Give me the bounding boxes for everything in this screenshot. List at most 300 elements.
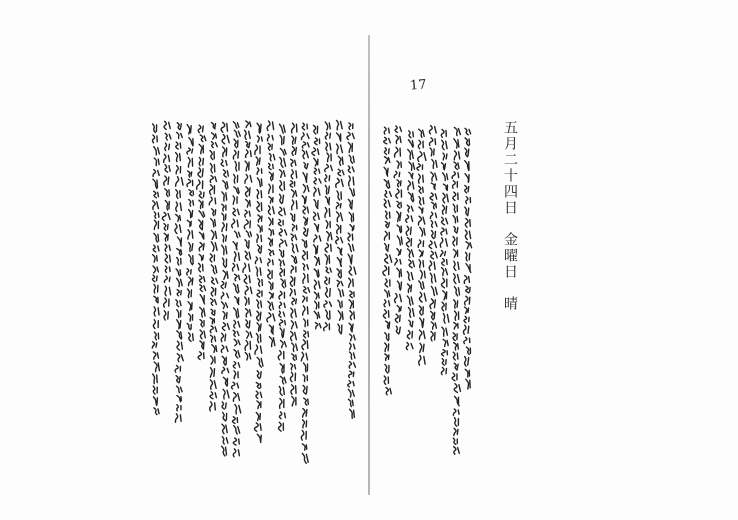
ink-stroke xyxy=(292,298,297,305)
ink-stroke xyxy=(269,184,273,193)
ink-stroke xyxy=(291,308,296,318)
ink-stroke xyxy=(440,250,445,256)
ink-stroke xyxy=(189,277,193,286)
ink-stroke xyxy=(383,310,388,318)
ink-stroke xyxy=(291,364,296,370)
ink-stroke xyxy=(420,227,425,236)
ink-stroke xyxy=(349,155,354,163)
ink-stroke xyxy=(222,204,226,211)
ink-stroke xyxy=(211,335,216,342)
ink-stroke xyxy=(210,176,216,183)
ink-stroke xyxy=(304,331,309,338)
ink-stroke xyxy=(466,264,471,273)
ink-stroke xyxy=(176,190,181,199)
ink-stroke xyxy=(464,337,470,343)
ink-stroke xyxy=(314,311,319,318)
ink-stroke xyxy=(231,382,238,389)
ink-stroke xyxy=(177,354,183,362)
ink-stroke xyxy=(304,319,308,327)
ink-stroke xyxy=(212,209,216,216)
ink-stroke xyxy=(211,265,217,274)
ink-stroke xyxy=(153,245,159,252)
ink-stroke xyxy=(419,355,425,365)
ink-stroke xyxy=(303,274,308,284)
ink-stroke xyxy=(466,286,470,293)
ink-stroke xyxy=(269,337,274,347)
ink-stroke xyxy=(280,398,284,408)
ink-stroke xyxy=(409,320,413,327)
ink-stroke xyxy=(454,127,460,135)
ink-stroke xyxy=(419,197,424,205)
ink-stroke xyxy=(177,132,183,138)
ink-stroke xyxy=(200,135,206,142)
ink-stroke xyxy=(268,238,272,246)
ink-stroke xyxy=(466,347,470,354)
ink-stroke xyxy=(269,229,274,236)
ink-stroke xyxy=(453,215,458,222)
ink-stroke xyxy=(189,314,193,321)
ink-stroke xyxy=(397,161,401,168)
ink-stroke xyxy=(408,181,414,190)
ink-stroke xyxy=(326,267,331,273)
ink-stroke xyxy=(187,323,191,329)
ink-stroke xyxy=(164,224,168,231)
ink-stroke xyxy=(165,286,171,295)
ink-stroke xyxy=(302,251,307,260)
ink-stroke xyxy=(442,259,447,266)
ink-stroke xyxy=(222,192,227,201)
ink-stroke xyxy=(314,245,318,254)
ink-stroke xyxy=(165,189,170,197)
ink-stroke xyxy=(314,178,321,184)
ink-stroke xyxy=(267,313,275,322)
ink-stroke xyxy=(302,123,307,130)
ink-stroke xyxy=(338,300,342,308)
ink-stroke xyxy=(465,357,469,367)
ink-stroke xyxy=(326,310,330,320)
ink-stroke xyxy=(292,147,296,156)
ink-stroke xyxy=(177,123,181,130)
ink-stroke xyxy=(420,343,424,352)
ink-stroke xyxy=(465,307,469,313)
ink-stroke xyxy=(314,168,320,174)
ink-stroke xyxy=(279,250,283,257)
ink-stroke xyxy=(211,219,216,227)
ink-stroke xyxy=(210,185,215,195)
ink-stroke xyxy=(430,299,435,309)
ink-stroke xyxy=(324,301,332,308)
ink-stroke xyxy=(348,244,353,252)
ink-stroke xyxy=(303,306,308,315)
ink-stroke xyxy=(396,135,401,143)
ink-stroke xyxy=(384,180,390,189)
ink-stroke xyxy=(210,368,214,378)
ink-stroke xyxy=(466,379,470,389)
ink-stroke xyxy=(314,138,319,145)
ink-stroke xyxy=(384,199,390,207)
ink-stroke xyxy=(222,235,226,242)
ink-stroke xyxy=(280,341,286,348)
ink-stroke xyxy=(441,228,447,235)
ink-stroke xyxy=(177,290,181,296)
ink-stroke xyxy=(312,148,319,156)
ink-stroke xyxy=(164,298,169,307)
ink-stroke xyxy=(337,212,343,222)
ink-stroke xyxy=(177,278,183,286)
ink-stroke xyxy=(442,350,448,356)
ink-stroke xyxy=(245,340,251,350)
ink-stroke xyxy=(223,271,228,280)
ink-stroke xyxy=(453,192,458,200)
ink-stroke xyxy=(211,309,215,315)
ink-stroke xyxy=(233,263,239,271)
ink-stroke xyxy=(419,281,424,289)
ink-stroke xyxy=(223,377,227,386)
ink-stroke xyxy=(189,243,193,252)
ink-stroke xyxy=(278,219,283,225)
ink-stroke xyxy=(244,275,250,284)
ink-stroke xyxy=(454,274,460,284)
ink-stroke xyxy=(175,414,181,423)
ink-stroke xyxy=(429,261,435,270)
ink-stroke xyxy=(385,157,390,164)
ink-stroke xyxy=(164,233,168,241)
ink-stroke xyxy=(269,250,274,256)
ink-stroke xyxy=(465,138,469,146)
ink-stroke xyxy=(281,279,286,288)
ink-stroke xyxy=(246,142,250,148)
ink-stroke xyxy=(245,130,251,139)
ink-stroke xyxy=(187,269,191,275)
ink-stroke xyxy=(407,284,411,293)
ink-stroke xyxy=(245,251,250,260)
ink-stroke xyxy=(465,148,469,157)
ink-stroke xyxy=(245,210,251,217)
ink-stroke xyxy=(176,202,182,211)
ink-stroke xyxy=(386,387,391,394)
ink-stroke xyxy=(222,213,226,220)
ink-stroke xyxy=(199,220,203,230)
ink-stroke xyxy=(349,300,353,309)
ink-stroke xyxy=(233,196,237,204)
ink-stroke xyxy=(442,163,446,170)
ink-stroke xyxy=(314,269,319,277)
ink-stroke xyxy=(336,203,341,209)
ink-stroke xyxy=(443,153,447,160)
ink-stroke xyxy=(464,316,469,322)
ink-stroke xyxy=(292,343,298,351)
ink-stroke xyxy=(327,232,332,241)
ink-stroke xyxy=(233,208,239,215)
ink-stroke xyxy=(246,320,250,328)
ink-stroke xyxy=(384,300,390,307)
ink-stroke xyxy=(222,223,227,232)
ink-stroke xyxy=(234,426,240,434)
ink-stroke xyxy=(417,164,423,170)
ink-stroke xyxy=(189,210,193,218)
ink-stroke xyxy=(233,122,238,128)
ink-stroke xyxy=(465,185,469,192)
ink-stroke xyxy=(454,139,459,148)
ink-stroke xyxy=(211,356,215,364)
ink-stroke xyxy=(314,187,320,196)
ink-stroke xyxy=(303,420,307,428)
ink-stroke xyxy=(303,409,307,418)
ink-stroke xyxy=(385,221,389,227)
ink-stroke xyxy=(397,180,401,187)
ink-stroke xyxy=(154,307,159,316)
ink-stroke xyxy=(256,391,262,398)
ink-stroke xyxy=(222,437,228,444)
ink-stroke xyxy=(269,218,273,226)
ink-stroke xyxy=(291,234,297,241)
ink-stroke xyxy=(257,311,261,321)
ink-stroke xyxy=(303,287,309,293)
ink-stroke xyxy=(165,165,170,173)
ink-stroke xyxy=(314,280,320,289)
ink-stroke xyxy=(384,376,388,384)
ink-stroke xyxy=(348,142,352,152)
ink-stroke xyxy=(189,333,194,342)
ink-stroke xyxy=(291,190,296,197)
ink-stroke xyxy=(395,314,400,322)
ink-stroke xyxy=(397,212,401,222)
ink-stroke xyxy=(291,385,296,395)
ink-stroke xyxy=(338,311,343,320)
ink-stroke xyxy=(257,202,262,212)
ink-stroke xyxy=(395,259,401,265)
ink-stroke xyxy=(453,333,457,341)
ink-stroke xyxy=(176,376,180,383)
ink-stroke xyxy=(245,174,252,183)
ink-stroke xyxy=(303,173,307,183)
ink-stroke xyxy=(257,168,262,174)
ink-stroke xyxy=(235,297,239,305)
ink-stroke xyxy=(292,256,297,264)
ink-stroke xyxy=(279,239,286,246)
ink-stroke xyxy=(197,180,203,189)
ink-stroke xyxy=(199,254,203,260)
ink-stroke xyxy=(200,320,204,327)
ink-stroke xyxy=(409,308,414,318)
ink-stroke xyxy=(395,147,401,157)
ink-stroke xyxy=(234,187,239,194)
ink-stroke xyxy=(325,164,333,171)
ink-stroke xyxy=(326,221,330,229)
ink-stroke xyxy=(303,206,308,214)
ink-stroke xyxy=(313,212,319,220)
ink-stroke xyxy=(431,331,435,340)
ink-stroke xyxy=(304,217,308,225)
ink-stroke xyxy=(337,191,341,200)
ink-stroke xyxy=(338,156,343,165)
ink-stroke xyxy=(408,249,414,258)
ink-stroke xyxy=(255,257,261,264)
ink-stroke xyxy=(325,208,330,218)
ink-stroke xyxy=(269,163,274,169)
ink-stroke xyxy=(408,192,413,201)
ink-stroke xyxy=(222,245,227,254)
ink-stroke xyxy=(292,200,297,210)
ink-stroke xyxy=(268,143,272,150)
ink-stroke xyxy=(269,282,273,290)
ink-stroke xyxy=(302,196,306,204)
ink-stroke xyxy=(325,175,330,182)
ink-stroke xyxy=(452,172,458,179)
ink-stroke xyxy=(453,204,457,212)
ink-stroke xyxy=(257,357,263,367)
ink-stroke xyxy=(315,323,321,329)
ink-stroke xyxy=(280,328,284,338)
ink-stroke xyxy=(164,311,168,320)
ink-stroke xyxy=(257,190,262,199)
ink-stroke xyxy=(209,197,215,205)
ink-stroke xyxy=(234,320,240,328)
ink-stroke xyxy=(431,172,437,181)
ink-stroke xyxy=(431,322,436,329)
ink-stroke xyxy=(385,254,392,263)
ink-stroke xyxy=(419,306,423,315)
ink-stroke xyxy=(418,152,426,162)
ink-stroke xyxy=(291,159,296,166)
ink-stroke xyxy=(221,122,227,132)
ink-stroke xyxy=(187,289,191,298)
ink-stroke xyxy=(154,220,158,229)
ink-stroke xyxy=(188,157,192,167)
ink-stroke xyxy=(211,299,217,306)
ink-stroke xyxy=(258,225,262,232)
ink-stroke xyxy=(257,371,261,379)
ink-stroke xyxy=(268,259,273,266)
ink-stroke xyxy=(385,343,389,352)
ink-stroke xyxy=(454,162,459,169)
ink-stroke xyxy=(303,296,307,302)
ink-stroke xyxy=(302,142,309,148)
ink-stroke xyxy=(210,326,216,333)
ink-stroke xyxy=(267,134,273,140)
ink-stroke xyxy=(314,158,318,166)
ink-stroke xyxy=(315,257,320,266)
ink-stroke xyxy=(175,224,181,234)
ink-stroke xyxy=(165,244,170,251)
ink-stroke xyxy=(384,167,388,176)
ink-stroke xyxy=(429,126,436,134)
ink-stroke xyxy=(409,260,415,268)
ink-stroke xyxy=(177,341,182,350)
ink-stroke xyxy=(304,363,308,372)
ink-stroke xyxy=(304,398,309,405)
ink-stroke xyxy=(301,430,306,440)
ink-stroke xyxy=(268,206,274,215)
ink-stroke xyxy=(301,352,307,361)
ink-stroke xyxy=(189,190,194,196)
ink-stroke xyxy=(453,249,457,257)
ink-stroke xyxy=(348,166,354,173)
ink-stroke xyxy=(269,172,273,180)
ink-stroke xyxy=(397,225,401,233)
ink-stroke xyxy=(454,227,458,233)
ink-stroke xyxy=(280,157,286,167)
ink-stroke xyxy=(256,333,260,342)
ink-stroke xyxy=(419,292,426,302)
ink-stroke xyxy=(455,396,460,405)
ink-stroke xyxy=(349,371,354,377)
ink-stroke xyxy=(303,385,307,394)
ink-stroke xyxy=(443,339,448,346)
ink-stroke xyxy=(177,249,182,256)
ink-stroke xyxy=(154,284,158,293)
ink-stroke xyxy=(384,137,391,143)
ink-stroke xyxy=(246,231,251,237)
ink-stroke xyxy=(443,184,447,190)
ink-stroke xyxy=(153,179,158,188)
ink-stroke xyxy=(385,333,389,341)
ink-stroke xyxy=(454,447,460,455)
ink-stroke xyxy=(384,127,389,134)
ink-stroke xyxy=(165,200,169,209)
ink-stroke xyxy=(154,158,159,165)
ink-stroke xyxy=(465,369,469,377)
ink-stroke xyxy=(325,197,329,205)
ink-stroke xyxy=(199,157,203,165)
ink-stroke xyxy=(407,205,413,212)
ink-stroke xyxy=(154,212,159,218)
ink-stroke xyxy=(199,144,203,153)
ink-stroke xyxy=(177,257,181,265)
ink-stroke xyxy=(234,371,238,379)
ink-stroke xyxy=(176,300,181,307)
ink-stroke xyxy=(243,263,250,272)
ink-stroke xyxy=(152,342,156,348)
ink-stroke xyxy=(211,230,216,239)
ink-stroke xyxy=(280,181,285,191)
ink-stroke xyxy=(280,124,286,133)
ink-stroke xyxy=(385,290,390,297)
ink-stroke xyxy=(348,389,354,397)
ink-stroke xyxy=(165,143,170,150)
ink-stroke xyxy=(419,174,424,183)
ink-stroke xyxy=(223,181,228,189)
ink-stroke xyxy=(234,130,240,137)
ink-stroke xyxy=(396,189,402,198)
ink-stroke xyxy=(419,260,424,268)
ink-stroke xyxy=(292,244,298,253)
ink-stroke xyxy=(153,352,158,359)
ink-stroke xyxy=(222,446,227,456)
ink-stroke xyxy=(408,140,413,147)
ink-stroke xyxy=(221,281,226,288)
ink-stroke xyxy=(350,409,355,418)
ink-stroke xyxy=(406,238,411,247)
ink-stroke xyxy=(255,145,260,154)
ink-stroke xyxy=(465,296,470,305)
ink-stroke xyxy=(257,300,262,308)
ink-stroke xyxy=(257,323,261,331)
ink-stroke xyxy=(432,202,437,208)
ink-stroke xyxy=(292,354,297,360)
ink-stroke xyxy=(385,244,389,252)
ink-stroke xyxy=(338,169,344,175)
ink-stroke xyxy=(200,330,205,339)
ink-stroke xyxy=(279,320,285,326)
ink-stroke xyxy=(397,268,402,277)
ink-stroke xyxy=(350,311,355,320)
ink-stroke xyxy=(326,142,331,150)
ink-stroke xyxy=(302,444,306,450)
ink-stroke xyxy=(269,292,273,298)
ink-stroke xyxy=(325,122,330,130)
ink-stroke xyxy=(431,221,437,228)
